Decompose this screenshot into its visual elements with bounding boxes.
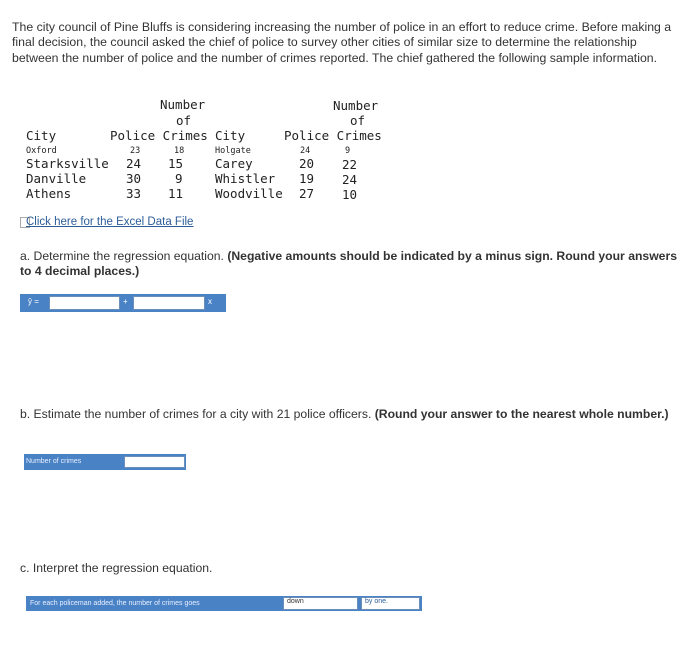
number-of-crimes-label: Number of crimes xyxy=(26,458,82,465)
header-city-right: City xyxy=(215,128,246,143)
cell-police2: 20 xyxy=(299,156,315,171)
part-a-instructions: (Negative amounts should be indicated by a minus sign. Round your answers to 4 decimal places.) xyxy=(20,249,677,278)
cell-police: 30 xyxy=(126,171,142,186)
cell-crimes2: 22 xyxy=(342,157,358,172)
cell-city: Starksville xyxy=(26,156,109,171)
amount-select-value: by one. xyxy=(365,598,388,605)
part-a-question xyxy=(20,249,680,279)
direction-select-value: down xyxy=(287,598,304,605)
header-police-crimes-left: Police Crimes xyxy=(110,128,208,143)
cell-city: Oxford xyxy=(26,146,57,156)
y-hat-label: ŷ = xyxy=(28,297,39,306)
header-city-left: City xyxy=(26,128,57,143)
intercept-input[interactable] xyxy=(49,296,120,310)
number-of-crimes-input[interactable] xyxy=(124,456,185,468)
cell-crimes2: 9 xyxy=(345,146,351,156)
header-police-crimes-right: Police Crimes xyxy=(284,128,382,143)
cell-city2: Whistler xyxy=(215,171,276,186)
cell-city: Danville xyxy=(26,171,87,186)
cell-crimes: 18 xyxy=(174,146,185,156)
x-variable-label: x xyxy=(208,297,212,306)
header-of-left: of xyxy=(176,113,192,128)
cell-police: 23 xyxy=(130,146,141,156)
cell-police: 24 xyxy=(126,156,142,171)
cell-crimes: 11 xyxy=(168,186,184,201)
cell-city2: Woodville xyxy=(215,186,283,201)
cell-police2: 19 xyxy=(299,171,315,186)
part-c-question: c. Interpret the regression equation. xyxy=(20,561,213,575)
part-b-question xyxy=(20,407,680,422)
part-b-text: b. Estimate the number of crimes for a city with 21 police officers. xyxy=(20,407,375,421)
cell-police2: 24 xyxy=(300,146,311,156)
cell-city: Athens xyxy=(26,186,72,201)
cell-police: 33 xyxy=(126,186,142,201)
cell-city2: Carey xyxy=(215,156,253,171)
cell-police2: 27 xyxy=(299,186,315,201)
part-a-text: a. Determine the regression equation. xyxy=(20,249,228,263)
cell-crimes: 15 xyxy=(168,156,184,171)
header-number-left: Number xyxy=(160,97,206,112)
excel-data-link[interactable]: Click here for the Excel Data File xyxy=(26,216,194,228)
slope-input[interactable] xyxy=(133,296,205,310)
interpretation-sentence: For each policeman added, the number of crimes goes xyxy=(30,600,200,607)
problem-intro: The city council of Pine Bluffs is considering increasing the number of police in an effort to reduce crime. Before making a final decision, the council asked the chief of police to survey other cities of similar size to determine the relationship between the number of police and the number of crimes reported. The chief gathered the following sample information. xyxy=(12,20,672,65)
cell-city2: Holgate xyxy=(215,146,251,156)
part-b-instructions: (Round your answer to the nearest whole number.) xyxy=(374,407,669,421)
cell-crimes2: 24 xyxy=(342,172,358,187)
cell-crimes2: 10 xyxy=(342,187,358,202)
header-number-right: Number xyxy=(333,98,379,113)
plus-sign: + xyxy=(123,297,128,306)
header-of-right: of xyxy=(350,113,366,128)
cell-crimes: 9 xyxy=(175,171,183,186)
